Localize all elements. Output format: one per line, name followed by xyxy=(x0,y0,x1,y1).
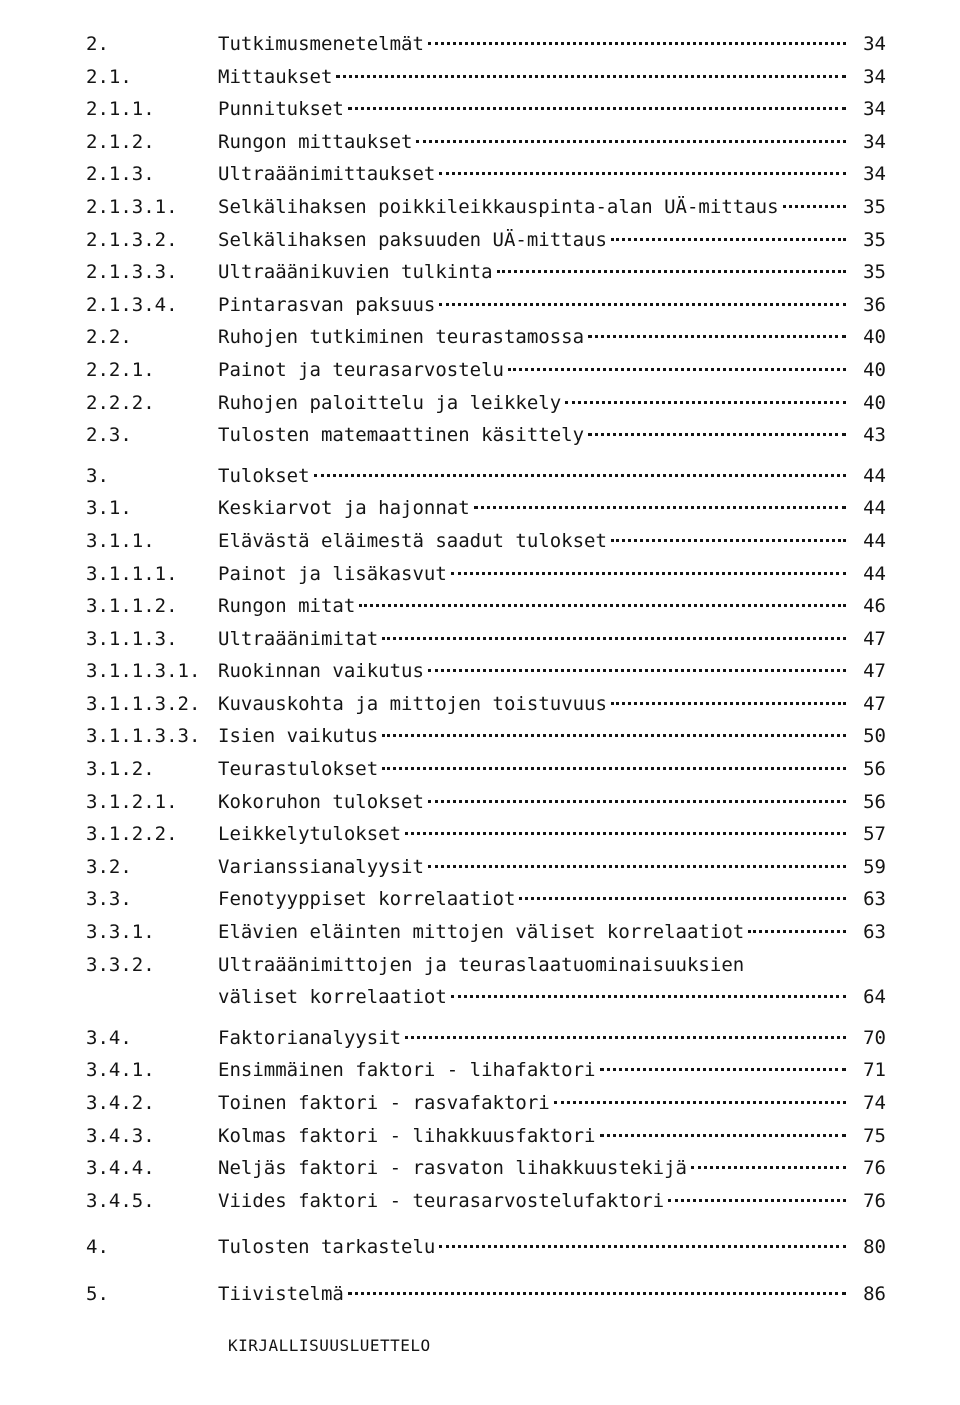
toc-entry xyxy=(86,883,886,916)
toc-entry-page: 71 xyxy=(863,1059,886,1082)
toc-entry-page: 34 xyxy=(863,65,886,88)
toc-entry-number: 2.1. xyxy=(86,65,132,88)
dot-leader xyxy=(405,1036,846,1039)
toc-entry-page: 74 xyxy=(863,1092,886,1114)
toc-entry-number: 2.2. xyxy=(86,326,132,349)
toc-entry-page: 63 xyxy=(863,888,886,911)
toc-entry-title: Leikkelytulokset xyxy=(218,823,402,846)
toc-entry-title: Mittaukset xyxy=(218,65,333,88)
dot-leader xyxy=(428,42,846,45)
toc-entry xyxy=(86,224,886,257)
toc-entry-title: Painot ja lisäkasvut xyxy=(218,562,447,585)
toc-entry-number: 3.4.3. xyxy=(86,1124,155,1147)
toc-entry-title: Faktorianalyysit xyxy=(218,1026,402,1049)
toc-entry-number: 2.2.2. xyxy=(86,391,155,414)
toc-entry xyxy=(86,93,886,126)
toc-entry-title: Ruokinnan vaikutus xyxy=(218,660,424,683)
toc-entry-page: 46 xyxy=(863,595,886,618)
toc-entry-page: 40 xyxy=(863,358,886,381)
toc-entry xyxy=(86,387,886,420)
toc-entry-title: Ultraäänimittojen ja teuraslaatuominaisuuksien xyxy=(218,953,745,976)
toc-entry-number: 3.1.1.2. xyxy=(86,595,178,618)
toc-entry-page: 47 xyxy=(863,660,886,683)
dot-leader xyxy=(382,734,846,737)
toc-entry xyxy=(86,1120,886,1153)
toc-entry-number: 3.1.1. xyxy=(86,529,155,552)
toc-entry-title: Selkälihaksen paksuuden UÄ-mittaus xyxy=(218,228,607,251)
toc-entry-title: Tutkimusmenetelmät xyxy=(218,33,424,55)
toc-entry-page: 59 xyxy=(863,855,886,878)
toc-entry xyxy=(86,1185,886,1218)
dot-leader xyxy=(588,335,846,338)
toc-entry xyxy=(86,61,886,94)
dot-leader xyxy=(588,433,846,436)
toc-entry-page: 34 xyxy=(863,130,886,153)
toc-entry-number: 3.1.2.1. xyxy=(86,790,178,813)
table-of-contents xyxy=(86,28,886,1311)
toc-entry-number: 2. xyxy=(86,33,109,55)
toc-entry xyxy=(86,818,886,851)
toc-entry-number: 2.1.3.1. xyxy=(86,195,178,218)
toc-entry-title: Kolmas faktori - lihakkuusfaktori xyxy=(218,1124,596,1147)
toc-entry-number: 2.2.1. xyxy=(86,358,155,381)
dot-leader xyxy=(783,205,846,208)
toc-entry-number: 3.1. xyxy=(86,497,132,520)
toc-entry xyxy=(86,786,886,819)
toc-entry-title: Tiivistelmä xyxy=(218,1282,344,1305)
toc-entry xyxy=(86,916,886,949)
toc-entry-number: 2.1.2. xyxy=(86,130,155,153)
toc-entry-number: 3.4.5. xyxy=(86,1189,155,1212)
toc-entry xyxy=(86,851,886,884)
toc-entry-page: 35 xyxy=(863,261,886,284)
toc-entry-title: Ultraäänimittaukset xyxy=(218,163,436,186)
dot-leader xyxy=(428,865,846,868)
toc-entry-number: 3.4.2. xyxy=(86,1092,155,1114)
dot-leader xyxy=(439,172,846,175)
toc-entry xyxy=(86,558,886,591)
toc-entry-title: Keskiarvot ja hajonnat xyxy=(218,497,470,520)
toc-entry-number: 3.3.1. xyxy=(86,921,155,944)
toc-entry-page: 76 xyxy=(863,1189,886,1212)
toc-entry-number: 3.4.1. xyxy=(86,1059,155,1082)
toc-entry-title: Ruhojen paloittelu ja leikkely xyxy=(218,391,562,414)
toc-entry xyxy=(86,981,886,1014)
toc-entry-page: 63 xyxy=(863,921,886,944)
dot-leader xyxy=(519,897,846,900)
toc-entry xyxy=(86,1278,886,1311)
dot-leader xyxy=(382,767,846,770)
toc-entry-title: Teurastulokset xyxy=(218,758,379,781)
toc-entry xyxy=(86,289,886,322)
dot-leader xyxy=(600,1134,847,1137)
dot-leader xyxy=(668,1199,846,1202)
toc-entry-title: Kokoruhon tulokset xyxy=(218,790,424,813)
toc-entry-number: 3. xyxy=(86,464,109,487)
toc-entry-number: 2.3. xyxy=(86,424,132,447)
dot-leader xyxy=(508,368,846,371)
toc-entry-number: 3.3.2. xyxy=(86,953,155,976)
toc-entry-number: 2.1.1. xyxy=(86,98,155,121)
toc-entry-title: Tulosten tarkastelu xyxy=(218,1236,436,1259)
toc-entry xyxy=(86,753,886,786)
toc-entry xyxy=(86,419,886,452)
toc-entry-page: 57 xyxy=(863,823,886,846)
toc-entry xyxy=(86,354,886,387)
toc-entry-title: Ruhojen tutkiminen teurastamossa xyxy=(218,326,585,349)
toc-entry-page: 35 xyxy=(863,228,886,251)
toc-entry-title: Elävästä eläimestä saadut tulokset xyxy=(218,529,607,552)
toc-entry-number: 3.1.1.1. xyxy=(86,562,178,585)
toc-entry-page: 35 xyxy=(863,195,886,218)
toc-entry-number: 2.1.3.2. xyxy=(86,228,178,251)
toc-entry-title: Toinen faktori - rasvafaktori xyxy=(218,1092,550,1114)
toc-entry xyxy=(86,1087,886,1120)
dot-leader xyxy=(451,995,846,998)
toc-entry-title: Pintarasvan paksuus xyxy=(218,293,436,316)
toc-entry-number: 3.4. xyxy=(86,1026,132,1049)
toc-entry xyxy=(86,655,886,688)
toc-entry-number: 3.2. xyxy=(86,855,132,878)
toc-entry-page: 47 xyxy=(863,627,886,650)
toc-entry xyxy=(86,126,886,159)
toc-entry-page: 86 xyxy=(863,1282,886,1305)
toc-entry-number: 3.1.2. xyxy=(86,758,155,781)
toc-entry-number: 3.1.1.3.1. xyxy=(86,660,201,683)
toc-entry xyxy=(86,256,886,289)
toc-entry xyxy=(86,1054,886,1087)
toc-entry-title: Ultraäänikuvien tulkinta xyxy=(218,261,493,284)
toc-entry-number: 3.1.1.3.2. xyxy=(86,692,201,715)
toc-entry-page: 34 xyxy=(863,33,886,55)
toc-entry-number: 5. xyxy=(86,1282,109,1305)
dot-leader xyxy=(382,637,846,640)
toc-entry-page: 43 xyxy=(863,424,886,447)
dot-leader xyxy=(405,832,846,835)
toc-entry-title: Isien vaikutus xyxy=(218,725,379,748)
toc-entry-page: 56 xyxy=(863,758,886,781)
dot-leader xyxy=(428,800,846,803)
toc-entry xyxy=(86,28,886,61)
dot-leader xyxy=(348,107,846,110)
toc-entry xyxy=(86,688,886,721)
toc-entry xyxy=(86,321,886,354)
dot-leader xyxy=(314,474,846,477)
toc-entry-page: 40 xyxy=(863,326,886,349)
toc-entry xyxy=(86,1022,886,1055)
toc-entry-title: Kuvauskohta ja mittojen toistuvuus xyxy=(218,692,607,715)
toc-entry-title: Ensimmäinen faktori - lihafaktori xyxy=(218,1059,596,1082)
toc-entry xyxy=(86,492,886,525)
toc-entry-title: väliset korrelaatiot xyxy=(218,986,447,1009)
bibliography-heading: KIRJALLISUUSLUETTELO xyxy=(228,1336,431,1355)
dot-leader xyxy=(611,539,846,542)
toc-entry-page: 75 xyxy=(863,1124,886,1147)
dot-leader xyxy=(748,930,846,933)
toc-entry xyxy=(86,525,886,558)
toc-entry-title: Selkälihaksen poikkileikkauspinta-alan UÄ-mittaus xyxy=(218,195,779,218)
dot-leader xyxy=(348,1292,846,1295)
toc-entry-page: 64 xyxy=(863,986,886,1009)
toc-entry-number: 3.1.2.2. xyxy=(86,823,178,846)
toc-entry-number: 3.1.1.3. xyxy=(86,627,178,650)
toc-entry-title: Ultraäänimitat xyxy=(218,627,379,650)
dot-leader xyxy=(336,75,846,78)
toc-entry-title: Painot ja teurasarvostelu xyxy=(218,358,504,381)
toc-entry xyxy=(86,191,886,224)
toc-entry xyxy=(86,1231,886,1264)
toc-entry-page: 50 xyxy=(863,725,886,748)
toc-entry xyxy=(86,623,886,656)
toc-entry-title: Tulosten matemaattinen käsittely xyxy=(218,424,585,447)
toc-entry xyxy=(86,720,886,753)
dot-leader xyxy=(474,506,846,509)
toc-entry-page: 70 xyxy=(863,1026,886,1049)
dot-leader xyxy=(611,702,846,705)
toc-entry-page: 47 xyxy=(863,692,886,715)
toc-entry-title: Rungon mittaukset xyxy=(218,130,413,153)
toc-entry-page: 40 xyxy=(863,391,886,414)
toc-entry-title: Neljäs faktori - rasvaton lihakkuustekijä xyxy=(218,1157,687,1180)
toc-entry-title: Rungon mitat xyxy=(218,595,356,618)
toc-entry-title: Viides faktori - teurasarvostelufaktori xyxy=(218,1189,665,1212)
toc-entry-number: 3.3. xyxy=(86,888,132,911)
toc-entry xyxy=(86,949,886,982)
dot-leader xyxy=(565,401,846,404)
dot-leader xyxy=(554,1101,846,1104)
toc-entry-title: Varianssianalyysit xyxy=(218,855,424,878)
toc-entry-number: 3.1.1.3.3. xyxy=(86,725,201,748)
dot-leader xyxy=(428,669,846,672)
toc-entry-page: 36 xyxy=(863,293,886,316)
dot-leader xyxy=(439,303,846,306)
toc-entry-number: 2.1.3. xyxy=(86,163,155,186)
toc-entry-page: 34 xyxy=(863,98,886,121)
dot-leader xyxy=(439,1245,846,1248)
toc-entry-page: 76 xyxy=(863,1157,886,1180)
toc-entry-page: 44 xyxy=(863,497,886,520)
toc-entry-page: 80 xyxy=(863,1236,886,1259)
toc-entry-page: 44 xyxy=(863,464,886,487)
toc-entry-title: Tulokset xyxy=(218,464,310,487)
dot-leader xyxy=(611,238,846,241)
toc-entry-number: 4. xyxy=(86,1236,109,1259)
dot-leader xyxy=(691,1166,846,1169)
toc-entry-page: 44 xyxy=(863,529,886,552)
dot-leader xyxy=(359,604,846,607)
toc-entry-page: 44 xyxy=(863,562,886,585)
toc-entry xyxy=(86,590,886,623)
toc-entry-number: 2.1.3.3. xyxy=(86,261,178,284)
toc-entry-title: Fenotyyppiset korrelaatiot xyxy=(218,888,516,911)
toc-entry-title: Punnitukset xyxy=(218,98,344,121)
toc-entry-number: 3.4.4. xyxy=(86,1157,155,1180)
toc-entry xyxy=(86,1152,886,1185)
dot-leader xyxy=(451,572,846,575)
toc-entry xyxy=(86,460,886,493)
dot-leader xyxy=(416,140,846,143)
toc-entry-page: 56 xyxy=(863,790,886,813)
toc-entry xyxy=(86,158,886,191)
dot-leader xyxy=(600,1068,847,1071)
toc-entry-page: 34 xyxy=(863,163,886,186)
toc-entry-title: Elävien eläinten mittojen väliset korrelaatiot xyxy=(218,921,745,944)
dot-leader xyxy=(497,270,846,273)
toc-entry-number: 2.1.3.4. xyxy=(86,293,178,316)
